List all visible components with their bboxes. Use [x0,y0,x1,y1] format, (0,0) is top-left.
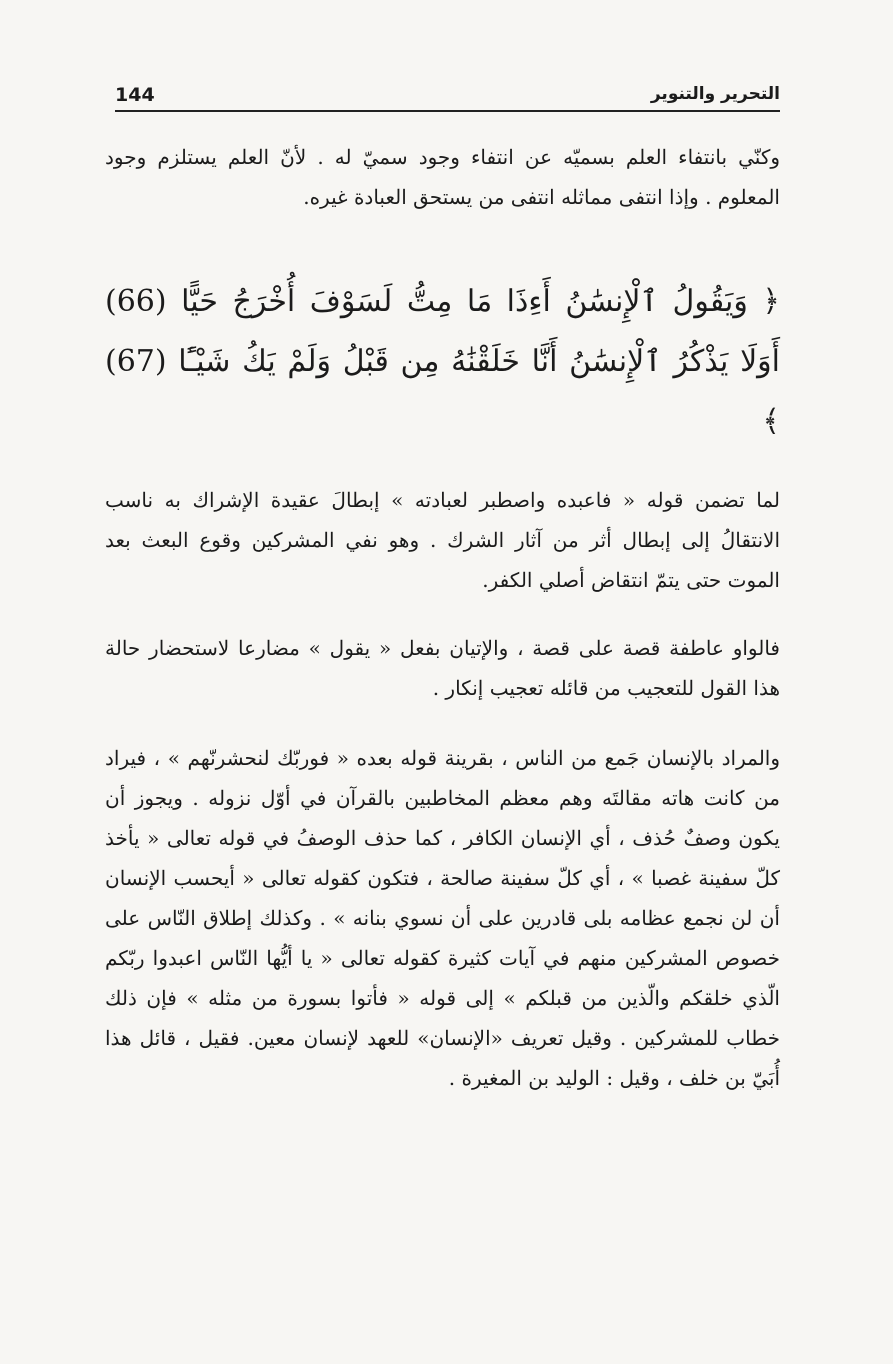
paragraph-3: والمراد بالإنسان جَمع من الناس ، بقرينة قوله بعده « فوربّك لنحشرنّهم » ، فيراد من كانت هاته مقالتَه وهم معظم المخاطبين بالقرآن في أوّل نزوله . ويجوز أن يكون وصفٌ حُذف ، أي الإنسان الكافر ، كما حذف الوصفُ في قوله تعالى « يأخذ كلّ سفينة غصبا » ، أي كلّ سفينة صالحة ، فتكون كقوله تعالى « أيحسب الإنسان أن لن نجمع عظامه بلى قادرين على أن نسوي بنانه » . وكذلك إطلاق النّاس على خصوص المشركين منهم في آيات كثيرة كقوله تعالى « يا أيُّها النّاس اعبدوا ربّكم الّذي خلقكم والّذين من قبلكم » إلى قوله « فأتوا بسورة من مثله » فإن ذلك خطاب للمشركين . وقيل تعريف «الإنسان» للعهد لإنسان معين. فقيل ، قائل هذا أُبَيّ بن خلف ، وقيل : الوليد بن المغيرة . [105,746,781,1090]
quran-verse: ﴿ وَيَقُولُ ٱلْإِنسَٰنُ أَءِذَا مَا مِتُّ لَسَوْفَ أُخْرَجُ حَيًّا (66) أَوَلَا يَذْكُرُ ٱلْإِنسَٰنُ أَنَّا خَلَقْنَٰهُ مِن قَبْلُ وَلَمْ يَكُ شَيْـًٔا (67) ﴾ [105,284,780,439]
intro-paragraph: وكنّي بانتفاء العلم بسميّه عن انتفاء وجود سميّ له . لأنّ العلم يستلزم وجود المعلوم . وإذا انتفى مماثله انتفى من يستحق العبادة غيره. [105,145,780,209]
book-title: التحرير والتنوير [650,84,780,104]
paragraph-2: فالواو عاطفة قصة على قصة ، والإتيان بفعل « يقول » مضارعا لاستحضار حالة هذا القول للتعجيب من قائله تعجيب إنكار . [105,636,780,700]
paragraph-1: لما تضمن قوله « فاعبده واصطبر لعبادته » إبطالَ عقيدة الإشراك به ناسب الانتقالُ إلى إبطال أثر من آثار الشرك . وهو نفي المشركين وقوع البعث بعد الموت حتى يتمّ انتقاض أصلي الكفر. [105,488,780,592]
page-header [115,80,780,112]
page-number: 144 [115,84,155,106]
